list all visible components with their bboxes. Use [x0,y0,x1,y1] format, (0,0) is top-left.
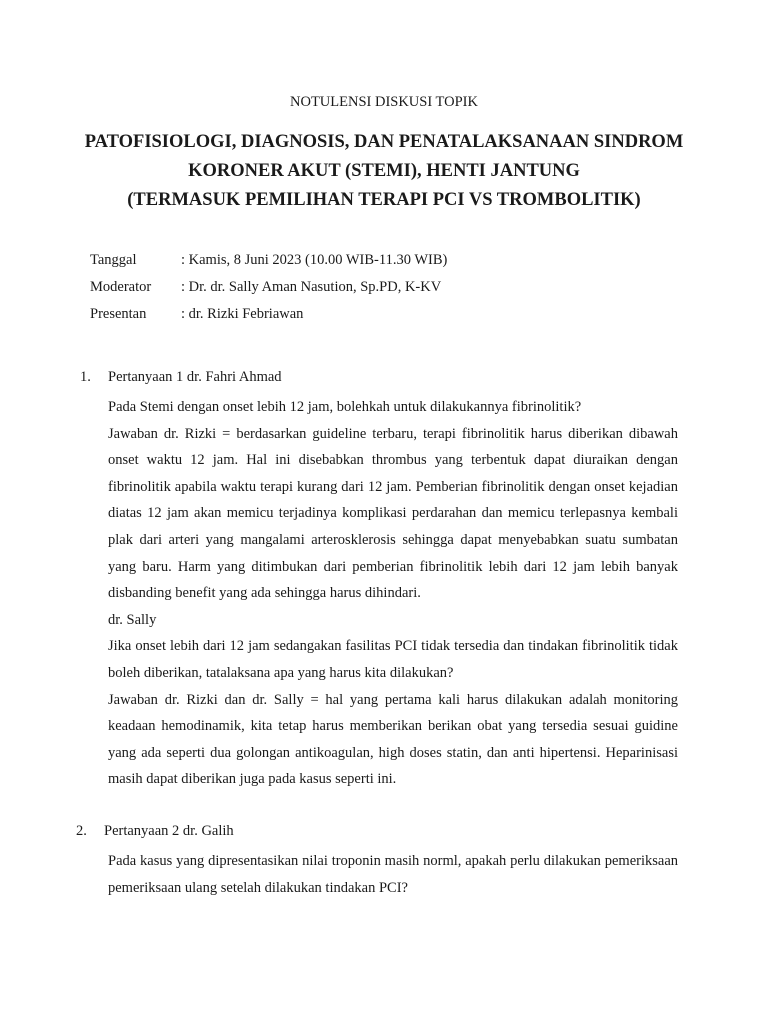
title-line-3: (TERMASUK PEMILIHAN TERAPI PCI VS TROMBOLITIK) [127,190,641,210]
meta-date-value: : Kamis, 8 Juni 2023 (10.00 WIB-11.30 WIB) [181,252,448,268]
meta-row-presenter [90,304,447,331]
question-body [108,848,678,901]
question-text: Pada kasus yang dipresentasikan nilai troponin masih norml, apakah perlu dilakukan pemeriksaan pemeriksaan ulang setelah dilakukan tindakan PCI? [108,853,678,896]
speaker-name: dr. Sally [108,611,157,628]
answer-text: Jawaban dr. Rizki = berdasarkan guideline terbaru, terapi fibrinolitik harus diberikan dibawah onset waktu 12 jam. Hal ini disebabkan thrombus yang terbentuk dapat diuraikan dengan fibrinolitik apabila waktu terapi kurang dari 12 jam. Pemberian fibrinolitik dengan onset kejadian diatas 12 jam akan memicu terjadinya komplikasi perdarahan dan memicu terlepasnya kembali plak dari arteri yang mangalami arterosklerosis sehingga dapat menyebabkan suatu sumbatan yang baru. Harm yang ditimbukan dari pemberian fibrinolitik lebih dari 12 jam lebih banyak disbanding benefit yang ada sehingga harus dihindari. [108,425,678,602]
followup-answer-text: Jawaban dr. Rizki dan dr. Sally = hal yang pertama kali harus dilakukan adalah monitoring keadaan hemodinamik, kita tetap harus memberikan berikan obat yang tersedia sesuai guidine yang ada seperti dua golongan antikoagulan, high doses statin, dan anti hipertensi. Heparinisasi masih dapat diberikan juga pada kasus seperti ini. [108,691,678,788]
question-number: 2. [76,823,87,839]
meta-presenter-value: : dr. Rizki Febriawan [181,306,304,322]
meeting-metadata [90,250,447,331]
title-line-1: PATOFISIOLOGI, DIAGNOSIS, DAN PENATALAKSANAAN SINDROM [84,132,684,152]
question-heading [80,367,678,387]
followup-question-text: Jika onset lebih dari 12 jam sedangakan fasilitas PCI tidak tersedia dan tindakan fibrinolitik tidak boleh diberikan, tatalaksana apa yang harus kita dilakukan? [108,638,678,681]
meta-row-moderator [90,277,447,304]
document-title [60,128,708,215]
question-heading [76,821,678,841]
document-header: NOTULENSI DISKUSI TOPIK [290,94,478,110]
question-block-1 [80,367,678,793]
meta-moderator-label: Moderator [90,279,152,295]
question-number: 1. [80,369,91,385]
question-title: Pertanyaan 1 dr. Fahri Ahmad [108,369,282,385]
meta-date-label: Tanggal [90,252,137,268]
question-block-2 [76,821,678,901]
question-title: Pertanyaan 2 dr. Galih [104,823,234,839]
meta-moderator-value: : Dr. dr. Sally Aman Nasution, Sp.PD, K-KV [181,279,442,295]
title-line-2: KORONER AKUT (STEMI), HENTI JANTUNG [188,161,580,181]
meta-presenter-label: Presentan [90,306,147,322]
meta-row-date [90,250,447,277]
question-text: Pada Stemi dengan onset lebih 12 jam, bolehkah untuk dilakukannya fibrinolitik? [108,399,582,415]
question-body [108,394,678,793]
